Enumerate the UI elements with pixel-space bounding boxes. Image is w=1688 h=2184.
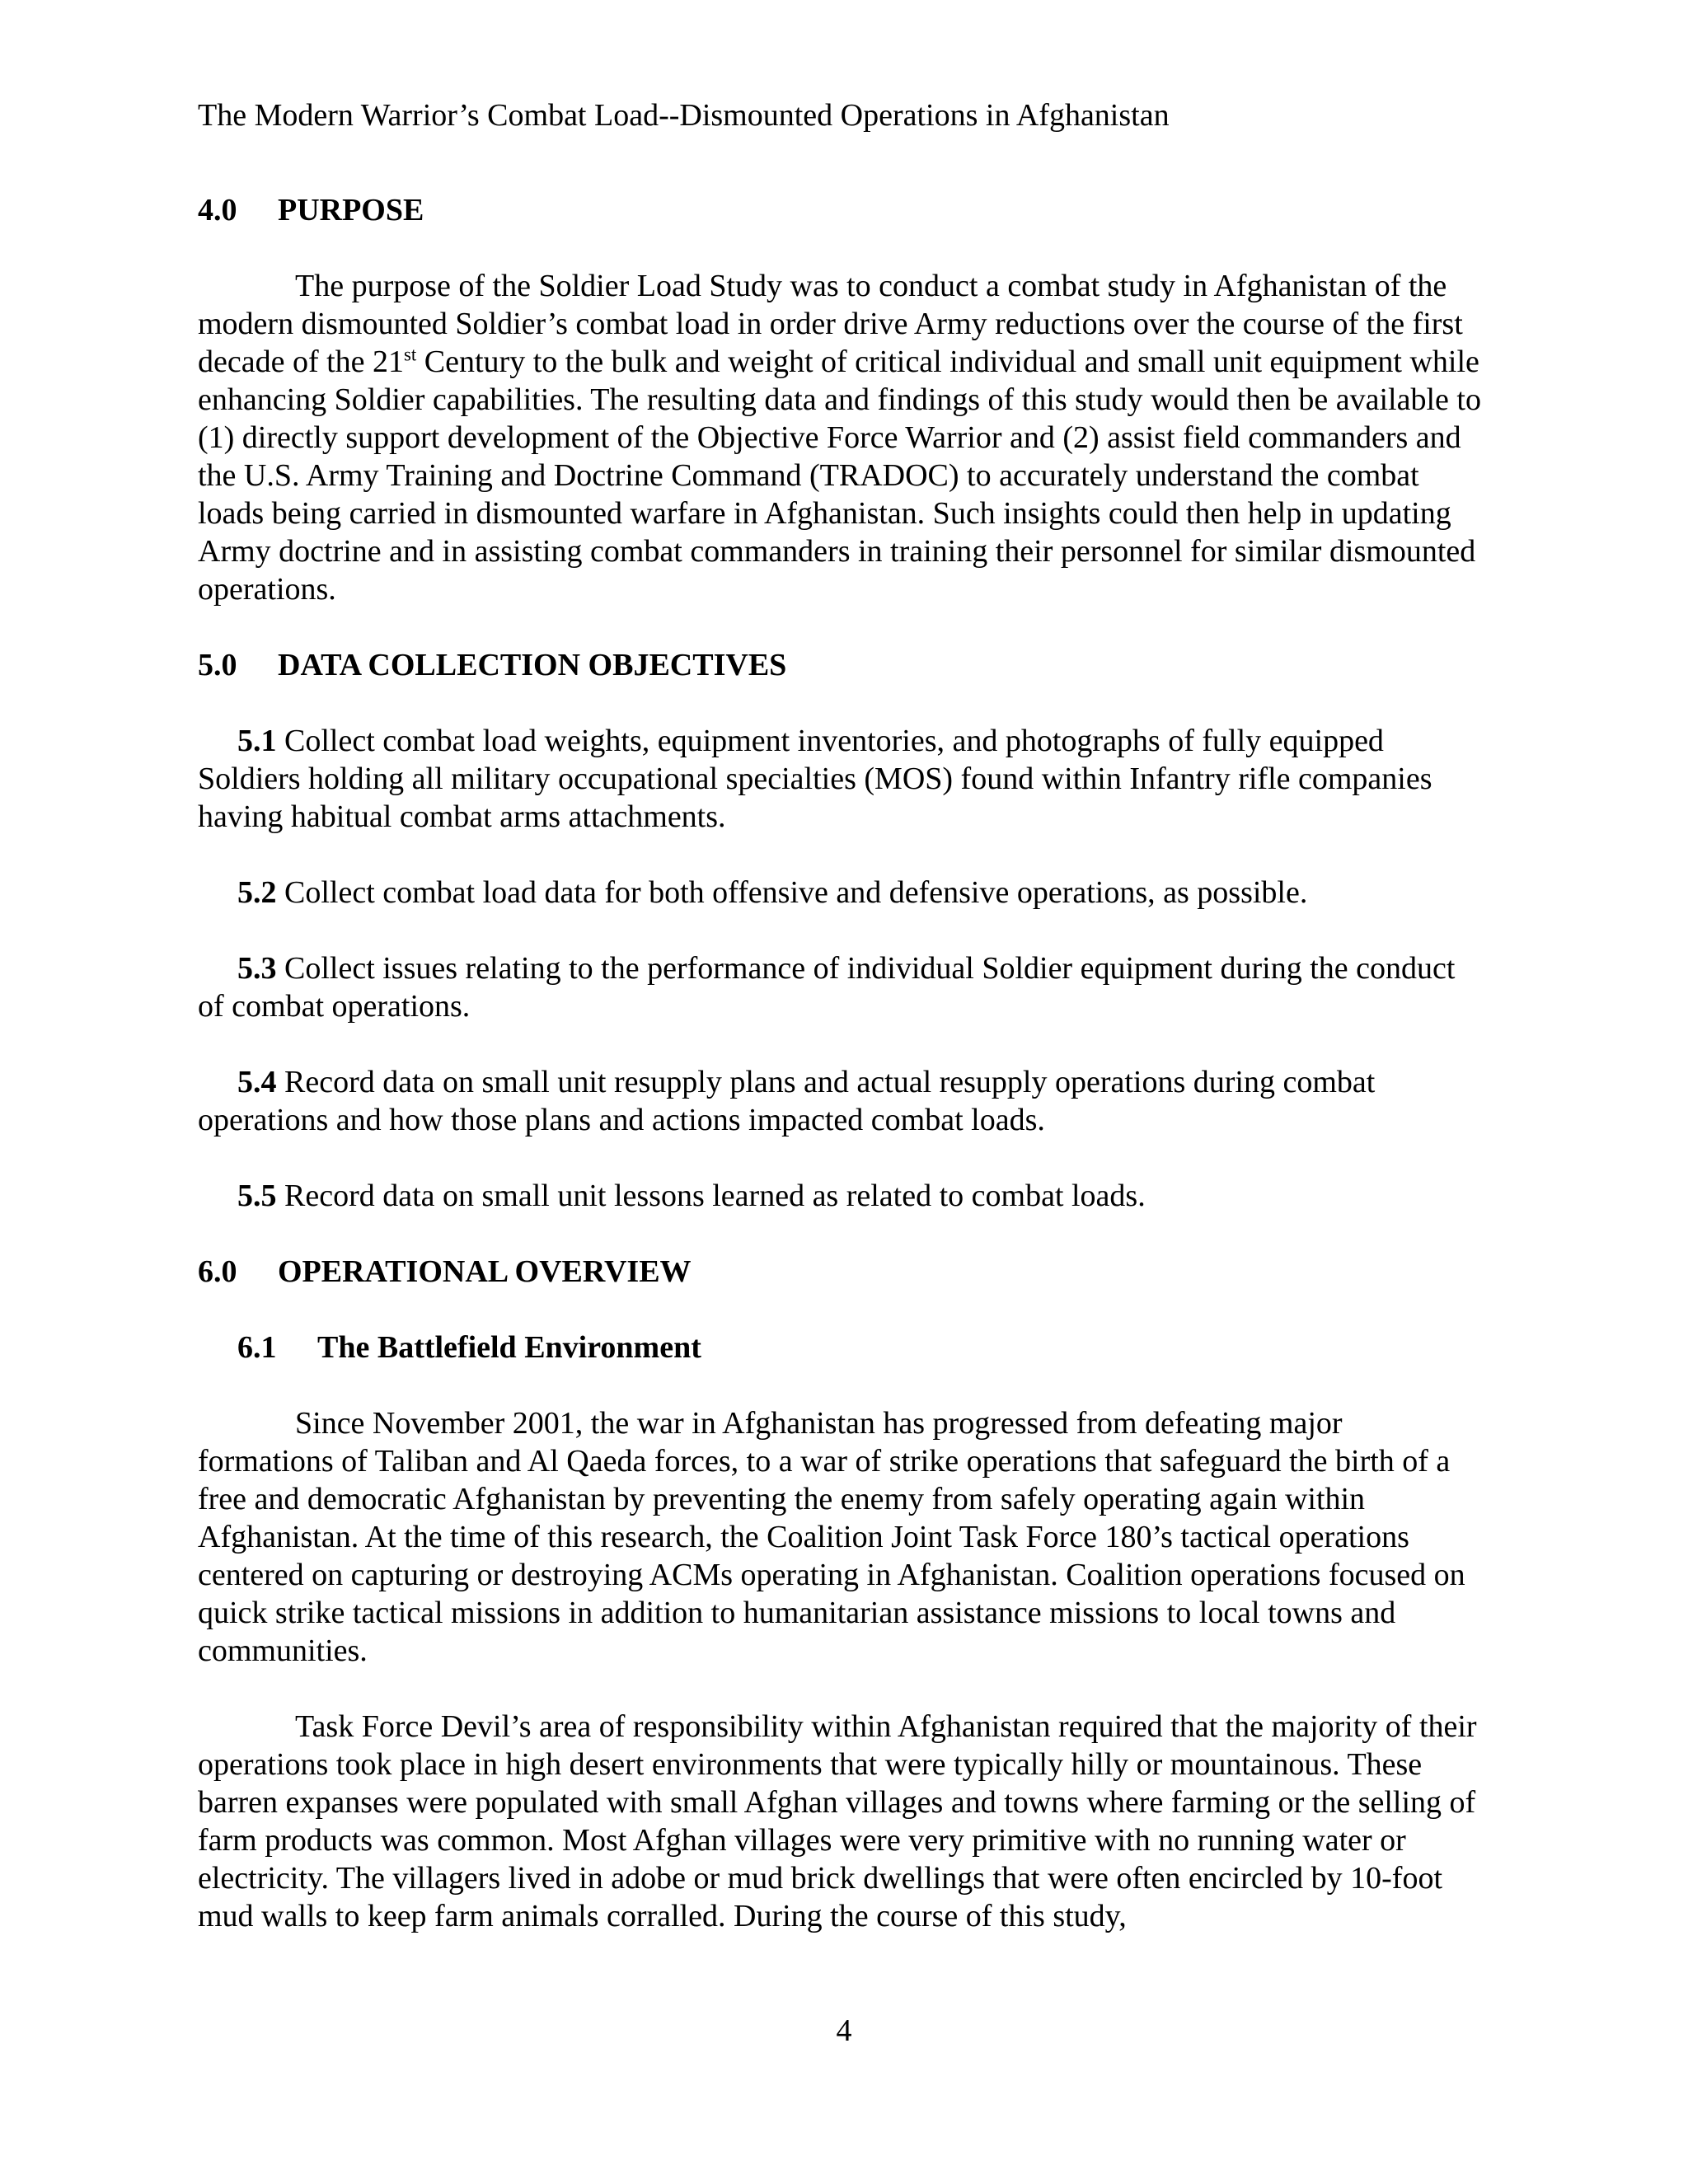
objective-number: 5.4 <box>237 1065 277 1099</box>
objective-item <box>198 949 1484 1025</box>
objective-item <box>198 1177 1484 1215</box>
objective-number: 5.3 <box>237 951 277 986</box>
objective-item <box>198 874 1484 912</box>
objective-number: 5.2 <box>237 875 277 910</box>
section-heading-data-collection <box>198 646 1484 684</box>
objective-item <box>198 1063 1484 1139</box>
section-title: DATA COLLECTION OBJECTIVES <box>278 648 787 682</box>
section-number: 5.0 <box>198 648 237 682</box>
objective-text: Collect combat load weights, equipment inventories, and photographs of fully equipped Soldiers holding all military occupational specialties (MOS) found within Infantry rifle companies having habitual combat arms attachments. <box>198 724 1432 834</box>
section-title: OPERATIONAL OVERVIEW <box>278 1254 692 1289</box>
section-title: PURPOSE <box>278 193 424 227</box>
section-number: 6.0 <box>198 1254 237 1289</box>
objective-text: Record data on small unit lessons learned as related to combat loads. <box>284 1179 1146 1213</box>
page-number: 4 <box>836 2013 852 2048</box>
purpose-text-part: Century to the bulk and weight of critical individual and small unit equipment while enhancing Soldier capabilities. The resulting data and findings of this study would then be available to (1) directly support development of the Objective Force Warrior and (2) assist field commanders and the U.S. Army Training and Doctrine Command (TRADOC) to accurately understand the combat loads being carried in dismounted warfare in Afghanistan. Such insights could then help in updating Army doctrine and in assisting combat commanders in training their personnel for similar dismounted operations. <box>198 344 1481 607</box>
section-number: 4.0 <box>198 193 237 227</box>
running-header: The Modern Warrior’s Combat Load--Dismounted Operations in Afghanistan <box>198 98 1170 133</box>
subsection-heading-battlefield-environment <box>198 1329 1484 1366</box>
objective-text: Collect issues relating to the performance of individual Soldier equipment during the conduct of combat operations. <box>198 951 1456 1024</box>
subsection-title: The Battlefield Environment <box>317 1330 701 1365</box>
purpose-text-part: The purpose of the Soldier Load Study was to conduct a combat study in Afghanistan of the modern dismounted Soldier’s combat load in order drive Army reductions over the course of the first decade of the 21 <box>198 269 1463 379</box>
section-heading-operational-overview <box>198 1253 1484 1291</box>
objective-number: 5.1 <box>237 724 277 758</box>
page-body <box>198 191 1484 1973</box>
section-heading-purpose <box>198 191 1484 229</box>
task-force-paragraph: Task Force Devil’s area of responsibility within Afghanistan required that the majority of their operations took place in high desert environments that were typically hilly or mountainous. These barren expanses were populated with small Afghan villages and towns where farming or the selling of farm products was common. Most Afghan villages were very primitive with no running water or electricity. The villagers lived in adobe or mud brick dwellings that were often encircled by 10-foot mud walls to keep farm animals corralled. During the course of this study, <box>198 1709 1477 1933</box>
objective-text: Collect combat load data for both offensive and defensive operations, as possible. <box>284 875 1308 910</box>
objective-text: Record data on small unit resupply plans and actual resupply operations during combat operations and how those plans and actions impacted combat loads. <box>198 1065 1376 1137</box>
purpose-paragraph <box>198 267 1484 608</box>
objective-item <box>198 722 1484 836</box>
battlefield-paragraph: Since November 2001, the war in Afghanistan has progressed from defeating major formations of Taliban and Al Qaeda forces, to a war of strike operations that safeguard the birth of a free and democratic Afghanistan by preventing the enemy from safely operating again within Afghanistan. At the time of this research, the Coalition Joint Task Force 180’s tactical operations centered on capturing or destroying ACMs operating in Afghanistan. Coalition operations focused on quick strike tactical missions in addition to humanitarian assistance missions to local towns and communities. <box>198 1406 1465 1668</box>
subsection-number: 6.1 <box>237 1330 277 1365</box>
ordinal-superscript: st <box>404 344 417 365</box>
objective-number: 5.5 <box>237 1179 277 1213</box>
